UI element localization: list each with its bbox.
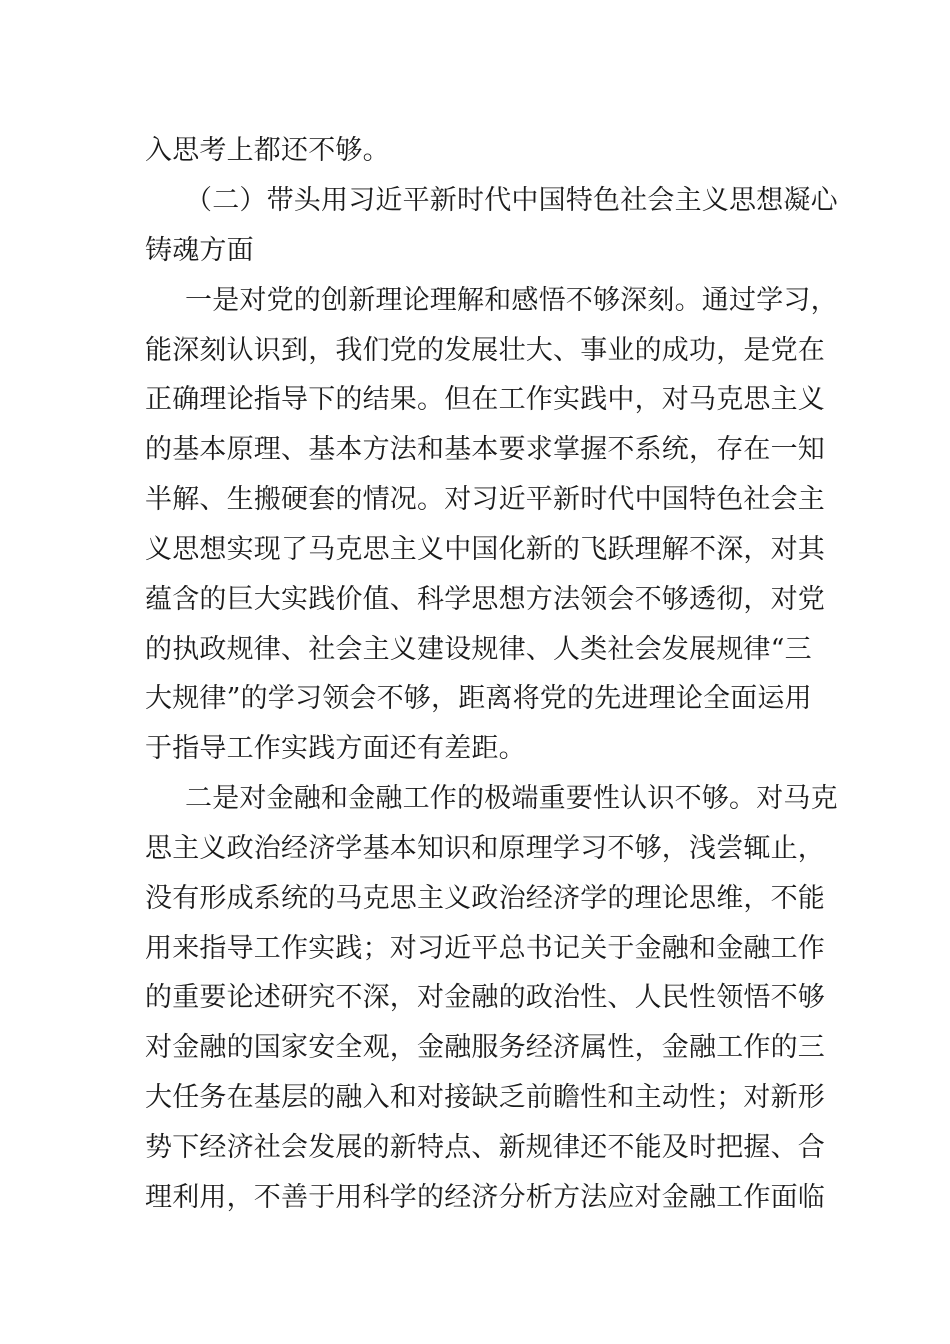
text-line: 大任务在基层的融入和对接缺乏前瞻性和主动性；对新形 bbox=[145, 1082, 825, 1113]
text-line: 没有形成系统的马克思主义政治经济学的理论思维，不能 bbox=[145, 883, 825, 914]
section-heading-continued: 铸魂方面 bbox=[145, 235, 254, 266]
paragraph-first-line: 一是对党的创新理论理解和感悟不够深刻。通过学习， bbox=[185, 285, 838, 316]
text-line: 蕴含的巨大实践价值、科学思想方法领会不够透彻，对党 bbox=[145, 584, 825, 615]
text-line: 理利用，不善于用科学的经济分析方法应对金融工作面临 bbox=[145, 1182, 825, 1213]
text-line: 对金融的国家安全观，金融服务经济属性，金融工作的三 bbox=[145, 1032, 825, 1063]
text-line: 的重要论述研究不深，对金融的政治性、人民性领悟不够 bbox=[145, 982, 825, 1013]
paragraph-first-line: 二是对金融和金融工作的极端重要性认识不够。对马克 bbox=[185, 783, 838, 814]
text-line: 的执政规律、社会主义建设规律、人类社会发展规律“三 bbox=[145, 634, 812, 665]
text-line: 义思想实现了马克思主义中国化新的飞跃理解不深，对其 bbox=[145, 534, 825, 565]
text-line: 大规律”的学习领会不够，距离将党的先进理论全面运用 bbox=[145, 683, 812, 714]
text-line: 于指导工作实践方面还有差距。 bbox=[145, 733, 526, 764]
text-line: 势下经济社会发展的新特点、新规律还不能及时把握、合 bbox=[145, 1132, 825, 1163]
text-line: 思主义政治经济学基本知识和原理学习不够，浅尝辄止， bbox=[145, 833, 825, 864]
text-line: 的基本原理、基本方法和基本要求掌握不系统，存在一知 bbox=[145, 434, 825, 465]
text-line: 用来指导工作实践；对习近平总书记关于金融和金融工作 bbox=[145, 933, 825, 964]
text-line: 半解、生搬硬套的情况。对习近平新时代中国特色社会主 bbox=[145, 484, 825, 515]
text-line: 能深刻认识到，我们党的发展壮大、事业的成功，是党在 bbox=[145, 335, 825, 366]
text-line: 入思考上都还不够。 bbox=[145, 135, 390, 166]
text-line: 正确理论指导下的结果。但在工作实践中，对马克思主义 bbox=[145, 384, 825, 415]
section-heading: （二）带头用习近平新时代中国特色社会主义思想凝心 bbox=[185, 185, 838, 216]
